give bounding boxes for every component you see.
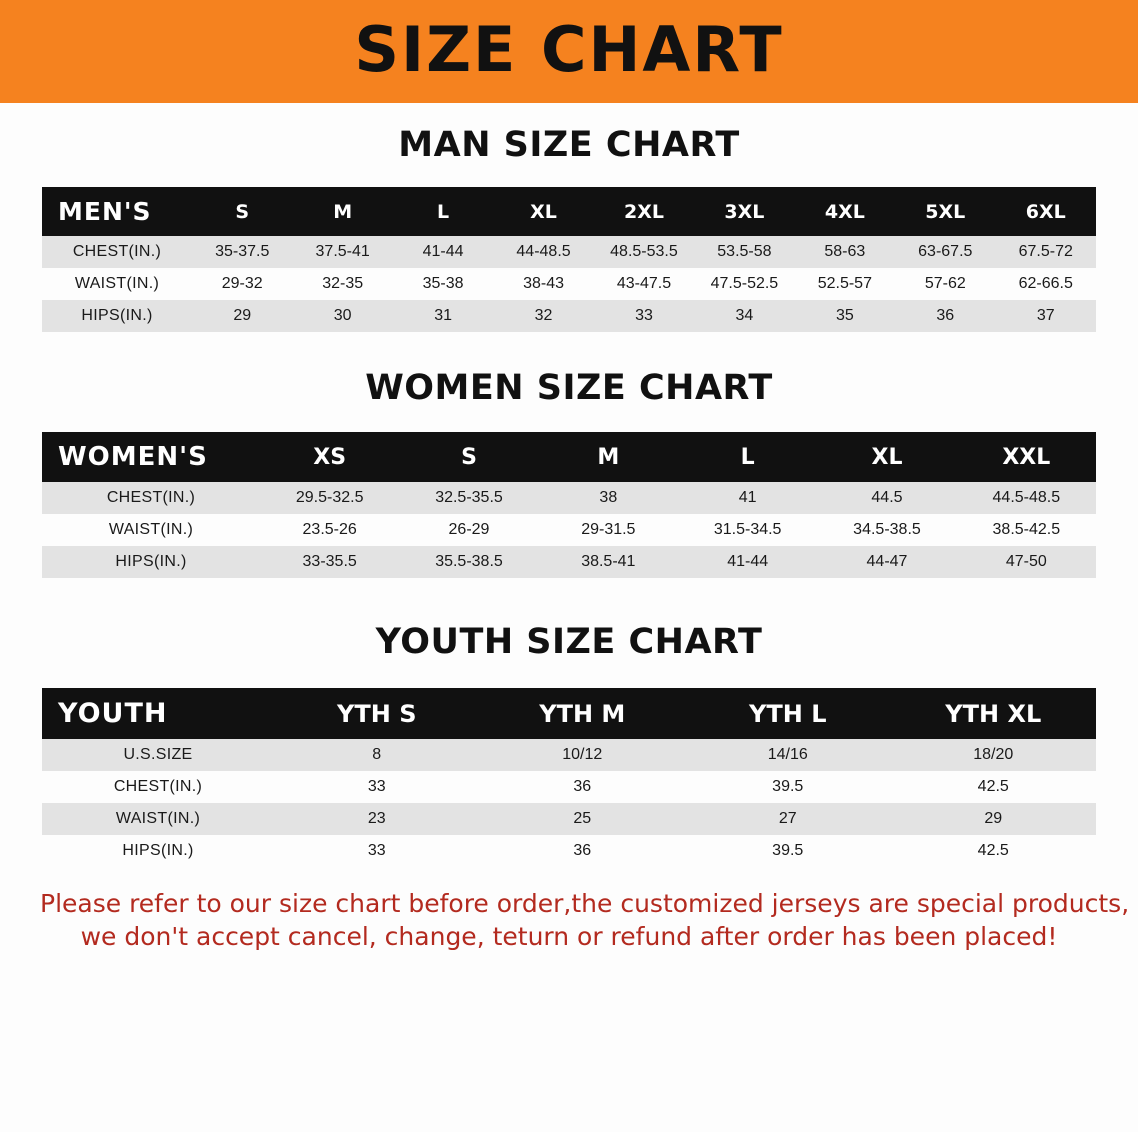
women-cell: 34.5-38.5 <box>817 514 956 546</box>
women-column-header: XL <box>817 432 956 482</box>
men-row-label: CHEST(IN.) <box>42 236 192 268</box>
men-cell: 35 <box>795 300 895 332</box>
women-row-label: WAIST(IN.) <box>42 514 260 546</box>
men-column-header: L <box>393 187 493 236</box>
men-cell: 67.5-72 <box>996 236 1097 268</box>
women-cell: 33-35.5 <box>260 546 399 578</box>
youth-corner-header: YOUTH <box>42 688 274 739</box>
women-column-header: S <box>399 432 538 482</box>
men-corner-header: MEN'S <box>42 187 192 236</box>
note-line-2: we don't accept cancel, change, teturn or refund after order has been placed! <box>80 922 1058 951</box>
women-cell: 38.5-42.5 <box>957 514 1096 546</box>
man-section-heading: MAN SIZE CHART <box>398 125 740 165</box>
men-column-header: M <box>292 187 392 236</box>
man-table-wrap <box>42 187 1096 332</box>
women-cell: 41 <box>678 482 817 514</box>
men-cell: 29 <box>192 300 292 332</box>
women-cell: 31.5-34.5 <box>678 514 817 546</box>
youth-column-header: YTH M <box>480 688 686 739</box>
table-row <box>42 300 1096 332</box>
women-column-header: XS <box>260 432 399 482</box>
note-line-1: Please refer to our size chart before order,the customized jerseys are special products, <box>40 889 1130 918</box>
youth-section-heading: YOUTH SIZE CHART <box>375 622 763 662</box>
table-row <box>42 514 1096 546</box>
youth-row-label: HIPS(IN.) <box>42 835 274 867</box>
men-cell: 48.5-53.5 <box>594 236 694 268</box>
table-row <box>42 803 1096 835</box>
men-cell: 33 <box>594 300 694 332</box>
man-table-head <box>42 187 1096 236</box>
men-cell: 29-32 <box>192 268 292 300</box>
men-cell: 63-67.5 <box>895 236 995 268</box>
youth-size-table <box>42 688 1096 867</box>
youth-cell: 36 <box>480 835 686 867</box>
youth-table-wrap <box>42 688 1096 867</box>
table-header-row <box>42 432 1096 482</box>
men-cell: 35-37.5 <box>192 236 292 268</box>
men-column-header: 6XL <box>996 187 1097 236</box>
men-column-header: 2XL <box>594 187 694 236</box>
women-cell: 23.5-26 <box>260 514 399 546</box>
men-row-label: WAIST(IN.) <box>42 268 192 300</box>
table-row <box>42 546 1096 578</box>
youth-cell: 36 <box>480 771 686 803</box>
table-row <box>42 236 1096 268</box>
men-cell: 41-44 <box>393 236 493 268</box>
men-cell: 36 <box>895 300 995 332</box>
women-cell: 47-50 <box>957 546 1096 578</box>
women-row-label: CHEST(IN.) <box>42 482 260 514</box>
women-section-heading: WOMEN SIZE CHART <box>365 368 773 408</box>
women-size-table <box>42 432 1096 578</box>
banner <box>0 0 1138 103</box>
women-cell: 32.5-35.5 <box>399 482 538 514</box>
women-column-header: M <box>539 432 678 482</box>
women-table-body <box>42 482 1096 578</box>
table-row <box>42 835 1096 867</box>
women-cell: 35.5-38.5 <box>399 546 538 578</box>
youth-cell: 33 <box>274 771 480 803</box>
men-column-header: 3XL <box>694 187 794 236</box>
youth-cell: 42.5 <box>891 771 1097 803</box>
table-header-row <box>42 688 1096 739</box>
men-column-header: 5XL <box>895 187 995 236</box>
man-table-body <box>42 236 1096 332</box>
table-header-row <box>42 187 1096 236</box>
women-corner-header: WOMEN'S <box>42 432 260 482</box>
youth-column-header: YTH S <box>274 688 480 739</box>
women-cell: 44.5-48.5 <box>957 482 1096 514</box>
women-cell: 38 <box>539 482 678 514</box>
men-row-label: HIPS(IN.) <box>42 300 192 332</box>
men-column-header: 4XL <box>795 187 895 236</box>
women-cell: 44.5 <box>817 482 956 514</box>
youth-cell: 29 <box>891 803 1097 835</box>
women-row-label: HIPS(IN.) <box>42 546 260 578</box>
men-cell: 43-47.5 <box>594 268 694 300</box>
youth-cell: 23 <box>274 803 480 835</box>
men-column-header: S <box>192 187 292 236</box>
men-cell: 62-66.5 <box>996 268 1097 300</box>
youth-cell: 14/16 <box>685 739 891 771</box>
youth-cell: 27 <box>685 803 891 835</box>
men-cell: 37 <box>996 300 1097 332</box>
men-cell: 57-62 <box>895 268 995 300</box>
women-cell: 41-44 <box>678 546 817 578</box>
men-cell: 30 <box>292 300 392 332</box>
youth-cell: 33 <box>274 835 480 867</box>
youth-column-header: YTH L <box>685 688 891 739</box>
men-cell: 34 <box>694 300 794 332</box>
youth-row-label: CHEST(IN.) <box>42 771 274 803</box>
men-cell: 58-63 <box>795 236 895 268</box>
women-cell: 44-47 <box>817 546 956 578</box>
women-cell: 26-29 <box>399 514 538 546</box>
women-table-head <box>42 432 1096 482</box>
men-cell: 47.5-52.5 <box>694 268 794 300</box>
men-cell: 32 <box>493 300 593 332</box>
youth-row-label: U.S.SIZE <box>42 739 274 771</box>
men-cell: 37.5-41 <box>292 236 392 268</box>
youth-cell: 8 <box>274 739 480 771</box>
youth-column-header: YTH XL <box>891 688 1097 739</box>
page-title: SIZE CHART <box>354 12 784 86</box>
youth-row-label: WAIST(IN.) <box>42 803 274 835</box>
table-row <box>42 739 1096 771</box>
men-column-header: XL <box>493 187 593 236</box>
women-column-header: XXL <box>957 432 1096 482</box>
men-cell: 31 <box>393 300 493 332</box>
men-cell: 32-35 <box>292 268 392 300</box>
youth-cell: 25 <box>480 803 686 835</box>
youth-cell: 18/20 <box>891 739 1097 771</box>
women-cell: 38.5-41 <box>539 546 678 578</box>
women-cell: 29.5-32.5 <box>260 482 399 514</box>
man-size-table <box>42 187 1096 332</box>
youth-table-head <box>42 688 1096 739</box>
men-cell: 52.5-57 <box>795 268 895 300</box>
youth-cell: 39.5 <box>685 771 891 803</box>
men-cell: 38-43 <box>493 268 593 300</box>
women-column-header: L <box>678 432 817 482</box>
women-table-wrap <box>42 432 1096 578</box>
youth-cell: 39.5 <box>685 835 891 867</box>
men-cell: 35-38 <box>393 268 493 300</box>
table-row <box>42 771 1096 803</box>
youth-cell: 42.5 <box>891 835 1097 867</box>
men-cell: 53.5-58 <box>694 236 794 268</box>
table-row <box>42 268 1096 300</box>
youth-table-body <box>42 739 1096 867</box>
order-policy-note <box>40 887 1130 953</box>
youth-cell: 10/12 <box>480 739 686 771</box>
women-cell: 29-31.5 <box>539 514 678 546</box>
men-cell: 44-48.5 <box>493 236 593 268</box>
table-row <box>42 482 1096 514</box>
